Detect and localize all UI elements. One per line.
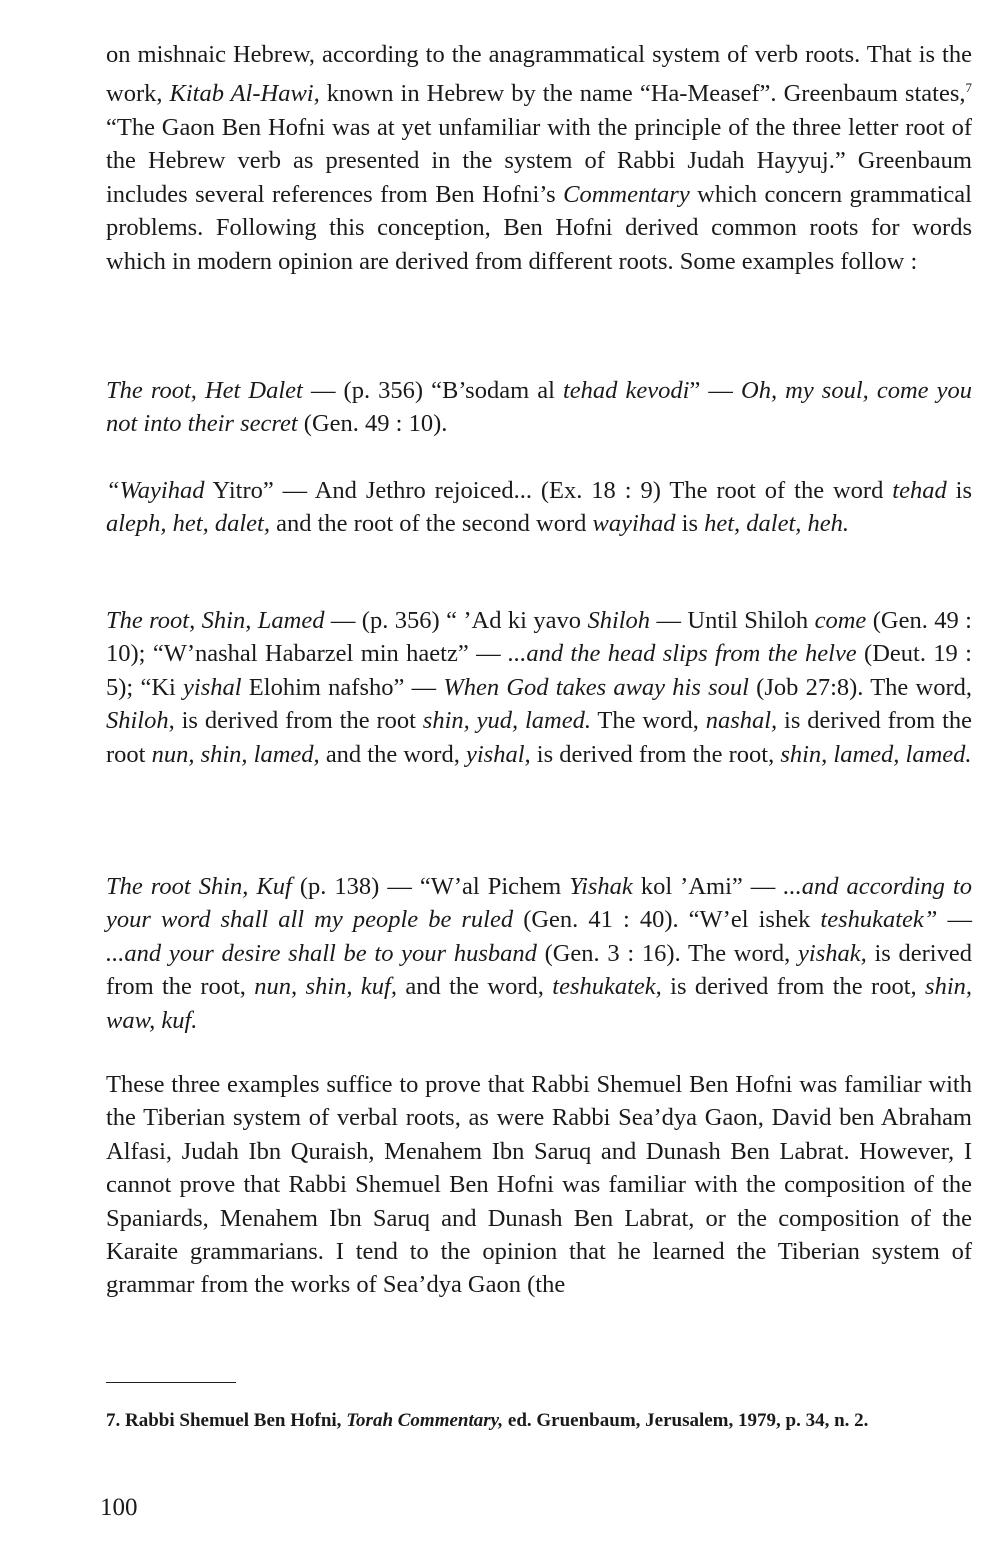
italic-run: teshukatek”	[820, 906, 938, 934]
italic-run: The root Shin, Kuf	[106, 873, 292, 900]
italic-run: The root, Het Dalet	[106, 377, 303, 404]
italic-run: ...and according to your word shall all my people be ruled	[106, 873, 972, 934]
text-run: and the word,	[396, 973, 553, 1001]
text-run: (Gen. 3 : 16). The word,	[536, 939, 799, 967]
italic-run: Shiloh,	[106, 707, 175, 735]
italic-run: “Wayihad	[106, 477, 205, 504]
text-run: and the root of the second word	[269, 510, 593, 538]
italic-run: teshukatek,	[552, 973, 662, 1001]
footnote	[106, 1406, 972, 1436]
text-run: known in Hebrew by the name “Ha-Measef”. Greenbaum states,	[319, 80, 966, 108]
text-run: and the word,	[319, 740, 466, 768]
text-run: is derived from the root,	[106, 939, 972, 1001]
italic-run: Kitab Al-Hawi,	[169, 80, 320, 108]
page-number: 100	[100, 1494, 138, 1521]
italic-run: yishak,	[798, 939, 867, 967]
italic-run: tehad kevodi	[563, 377, 690, 404]
italic-run: shin, waw, kuf.	[106, 973, 972, 1034]
text-run: ed. Gruenbaum, Jerusalem, 1979, p. 34, n. 2.	[503, 1410, 869, 1431]
text-run: — Until Shiloh	[650, 607, 815, 634]
text-run: is	[675, 510, 705, 538]
italic-run: shin, yud, lamed.	[422, 707, 591, 735]
italic-run: tehad	[892, 477, 947, 504]
text-run: ” —	[689, 377, 741, 404]
italic-run: shin, lamed, lamed.	[780, 740, 972, 768]
text-run: (Job 27:8). The word,	[748, 673, 973, 701]
italic-run: nun, shin, kuf,	[254, 973, 397, 1001]
text-run: which concern grammatical problems. Following this conception, Ben Hofni derived common roots for words which in modern opinion are derived from different roots. Some examples follow :	[106, 180, 972, 275]
text-run: (p. 138) — “W’al Pichem	[291, 873, 570, 900]
text-run: (Gen. 49 : 10).	[297, 410, 448, 438]
text-run: (Deut. 19 : 5); “Ki	[106, 640, 972, 701]
text-run: is derived from the root	[174, 707, 423, 735]
italic-run: ...and the head slips from the helve	[507, 640, 857, 668]
text-run: kol ’Ami” —	[632, 873, 784, 900]
text-run: Elohim nafsho” —	[241, 673, 444, 701]
italic-run: come	[814, 607, 867, 634]
paragraph-conclusion: These three examples suffice to prove that Rabbi Shemuel Ben Hofni was familiar with the Tiberian system of verbal roots, as were Rabbi Sea’dya Gaon, David ben Abraham Alfasi, Judah Ibn Quraish, Menahem Ibn Saruq and Dunash Ben Labrat. However, I cannot prove that Rabbi Shemuel Ben Hofni was familiar with the composition of the Spaniards, Menahem Ibn Saruq and Dunash Ben Labrat, or the composition of the Karaite grammarians. I tend to the opinion that he learned the Tiberian system of grammar from the works of Sea’dya Gaon (the	[106, 1071, 972, 1299]
italic-run: het, dalet, heh.	[704, 510, 850, 538]
italic-run: Torah Commentary,	[346, 1410, 504, 1431]
text-run: — (p. 356) “ ’Ad ki yavo	[324, 607, 588, 634]
text-run: (Gen. 41 : 40). “W’el ishek	[513, 906, 821, 934]
text-run: — (p. 356) “B’sodam al	[302, 377, 563, 404]
italic-run: yishal,	[465, 740, 531, 768]
italic-run: wayihad	[592, 510, 676, 538]
italic-run: Oh, my soul, come you not into their secret	[106, 377, 972, 438]
text-run: —	[937, 906, 972, 934]
text-run: The word,	[590, 707, 706, 735]
paragraph-intro	[106, 38, 972, 278]
footnote-divider	[106, 1382, 236, 1383]
paragraph-root-shin-lamed	[106, 604, 972, 771]
italic-run: Yishak	[569, 873, 633, 900]
italic-run: nashal,	[705, 707, 778, 735]
italic-run: aleph, het, dalet,	[106, 510, 270, 538]
text-run: 7. Rabbi Shemuel Ben Hofni,	[106, 1410, 347, 1431]
text-run: is derived from the root	[106, 707, 973, 768]
italic-run: When God takes away his soul	[443, 673, 749, 701]
italic-run: ...and your desire shall be to your husband	[106, 939, 537, 967]
italic-run: The root, Shin, Lamed	[106, 607, 325, 634]
paragraph-wayihad	[106, 474, 972, 541]
paragraph-root-het-dalet	[106, 374, 972, 441]
italic-run: Commentary	[563, 180, 690, 208]
text-run: is derived from the root,	[661, 973, 926, 1001]
italic-run: Shiloh	[587, 607, 651, 634]
text-run: is derived from the root,	[530, 740, 781, 768]
text-run: “The Gaon Ben Hofni was at yet unfamiliar with the principle of the three letter root of the Hebrew verb as presented in the system of Rabbi Judah Hayyuj.” Greenbaum includes several references from Ben Hofni’s	[106, 113, 972, 208]
footnote-reference: 7	[965, 80, 972, 96]
text-run: is	[946, 477, 972, 504]
text-run: on mishnaic Hebrew, according to the anagrammatical system of verb roots. That is the work,	[106, 41, 972, 108]
italic-run: nun, shin, lamed,	[151, 740, 320, 768]
text-run: Yitro” — And Jethro rejoiced... (Ex. 18 : 9) The root of the word	[204, 477, 893, 504]
paragraph-root-shin-kuf	[106, 870, 972, 1037]
italic-run: yishal	[183, 673, 242, 701]
text-run: (Gen. 49 : 10); “W’nashal Habarzel min haetz” —	[106, 607, 972, 668]
